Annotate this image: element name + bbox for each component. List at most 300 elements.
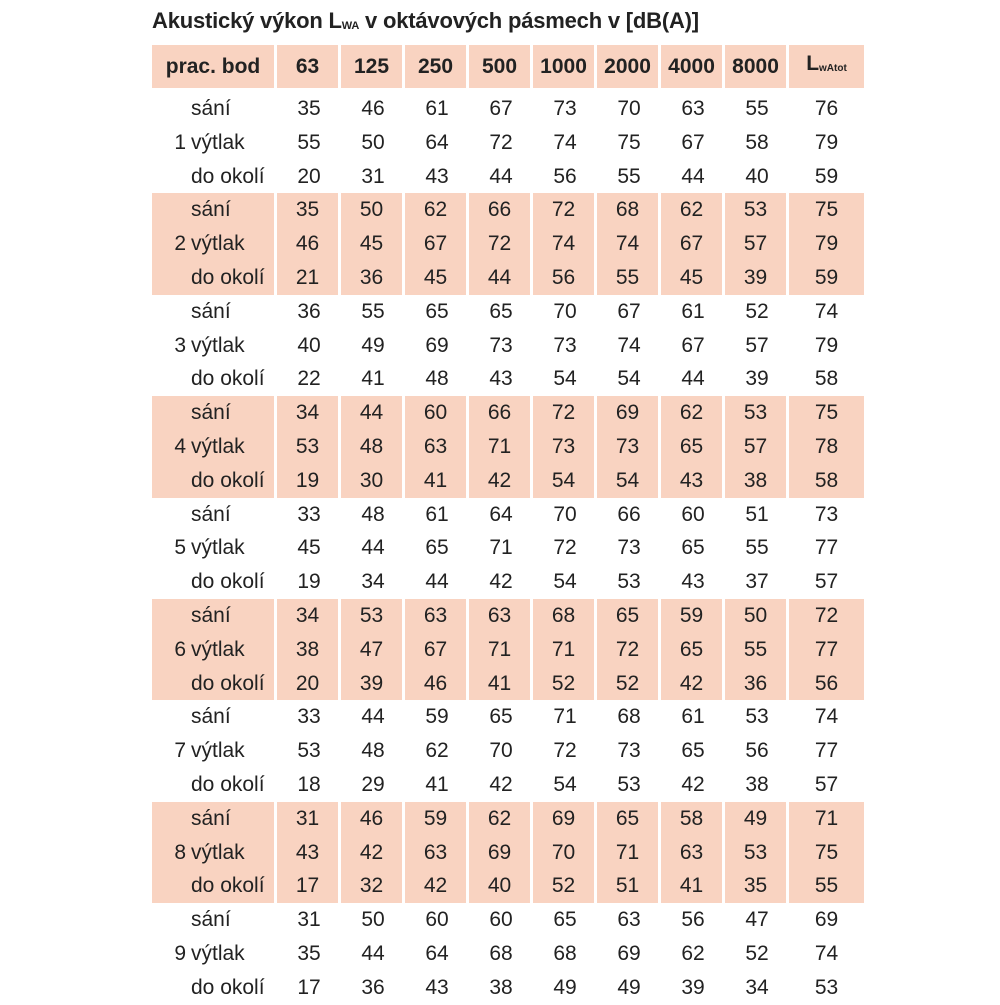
band-value-cell: 43: [681, 570, 705, 594]
band-value-cell: 50: [725, 599, 789, 633]
band-value-cell: 41: [405, 464, 469, 498]
band-value-cell: 65: [553, 908, 577, 932]
band-value-cell: 53: [617, 570, 641, 594]
band-value-cell: 38: [489, 975, 513, 999]
table-row: [152, 193, 864, 227]
band-value-cell: 66: [469, 396, 533, 430]
sound-power-table: [152, 45, 864, 1005]
operating-point-number: [152, 667, 189, 701]
table-row: [152, 464, 864, 498]
band-value-cell: 74: [597, 227, 661, 261]
total-value-cell: 74: [814, 299, 839, 323]
band-value-cell: 53: [617, 772, 641, 796]
header-row: [152, 45, 864, 92]
band-value-cell: 42: [489, 772, 513, 796]
band-value-cell: 43: [277, 836, 341, 870]
band-value-cell: 42: [405, 869, 469, 903]
band-value-cell: 44: [361, 705, 385, 729]
band-value-cell: 53: [277, 430, 341, 464]
band-value-cell: 72: [553, 739, 577, 763]
table-row: [152, 836, 864, 870]
band-value-cell: 42: [661, 667, 725, 701]
operating-point-number: 2: [152, 227, 189, 261]
band-value-cell: 65: [425, 536, 449, 560]
band-value-cell: 58: [745, 130, 769, 154]
band-value-cell: 64: [425, 941, 449, 965]
band-value-cell: 55: [725, 633, 789, 667]
band-value-cell: 44: [361, 941, 385, 965]
band-value-cell: 43: [661, 464, 725, 498]
band-value-cell: 39: [745, 367, 769, 391]
table-row: [152, 869, 864, 903]
header-total-main: L: [806, 52, 820, 75]
table-row: [152, 531, 864, 565]
band-value-cell: 68: [553, 941, 577, 965]
band-value-cell: 57: [725, 227, 789, 261]
table-row: [152, 261, 864, 295]
band-value-cell: 68: [533, 599, 597, 633]
operating-point-number: 9: [174, 941, 186, 965]
band-value-cell: 42: [681, 772, 705, 796]
total-value-cell: 58: [814, 367, 839, 391]
band-value-cell: 71: [469, 430, 533, 464]
total-value-cell: 55: [789, 869, 864, 903]
band-value-cell: 51: [745, 502, 769, 526]
band-value-cell: 48: [341, 430, 405, 464]
band-value-cell: 65: [681, 536, 705, 560]
band-value-cell: 69: [469, 836, 533, 870]
total-value-cell: 79: [814, 130, 839, 154]
band-value-cell: 45: [661, 261, 725, 295]
table-row: [152, 734, 864, 768]
band-value-cell: 71: [489, 536, 513, 560]
band-value-cell: 73: [597, 430, 661, 464]
band-value-cell: 39: [725, 261, 789, 295]
band-value-cell: 33: [297, 705, 321, 729]
band-value-cell: 50: [361, 130, 385, 154]
band-value-cell: 52: [745, 941, 769, 965]
row-label: sání: [189, 599, 277, 633]
band-value-cell: 35: [277, 193, 341, 227]
table-row: [152, 295, 864, 329]
band-value-cell: 34: [361, 570, 385, 594]
total-value-cell: 78: [789, 430, 864, 464]
band-value-cell: 54: [553, 367, 577, 391]
title-text: Akustický výkon L: [152, 8, 342, 33]
operating-point-number: [152, 261, 189, 295]
band-value-cell: 72: [533, 396, 597, 430]
operating-point-number: 3: [174, 333, 186, 357]
band-value-cell: 55: [597, 261, 661, 295]
total-value-cell: 71: [789, 802, 864, 836]
band-value-cell: 53: [725, 396, 789, 430]
operating-point-number: [152, 464, 189, 498]
band-value-cell: 61: [425, 97, 449, 120]
operating-point-number: 5: [174, 536, 186, 560]
band-value-cell: 68: [597, 193, 661, 227]
total-value-cell: 75: [789, 193, 864, 227]
band-value-cell: 71: [533, 633, 597, 667]
band-value-cell: 38: [277, 633, 341, 667]
row-label: do okolí: [189, 261, 277, 295]
band-value-cell: 67: [617, 299, 641, 323]
table-row: [152, 160, 864, 194]
operating-point-number: [152, 362, 189, 396]
row-label: sání: [191, 705, 231, 729]
total-value-cell: 72: [789, 599, 864, 633]
table-row: [152, 498, 864, 532]
band-value-cell: 58: [661, 802, 725, 836]
table-row: [152, 633, 864, 667]
band-value-cell: 29: [361, 772, 385, 796]
band-value-cell: 57: [745, 333, 769, 357]
band-value-cell: 48: [361, 502, 385, 526]
row-label: sání: [189, 802, 277, 836]
band-value-cell: 44: [341, 396, 405, 430]
row-label: do okolí: [191, 367, 265, 391]
band-value-cell: 20: [277, 667, 341, 701]
row-label: do okolí: [191, 772, 265, 796]
operating-point-number: [152, 565, 189, 599]
band-value-cell: 36: [341, 261, 405, 295]
band-value-cell: 63: [617, 908, 641, 932]
band-value-cell: 39: [341, 667, 405, 701]
total-value-cell: 56: [789, 667, 864, 701]
band-value-cell: 44: [681, 367, 705, 391]
band-value-cell: 41: [661, 869, 725, 903]
row-label: sání: [191, 502, 231, 526]
band-value-cell: 74: [553, 130, 577, 154]
band-value-cell: 64: [489, 502, 513, 526]
band-value-cell: 69: [597, 396, 661, 430]
band-value-cell: 55: [297, 130, 321, 154]
row-label: výtlak: [189, 430, 277, 464]
total-value-cell: 59: [814, 164, 839, 188]
total-value-cell: 77: [789, 633, 864, 667]
band-value-cell: 56: [681, 908, 705, 932]
operating-point-number: [152, 92, 189, 126]
operating-point-number: [152, 802, 189, 836]
band-value-cell: 70: [533, 836, 597, 870]
table-row: [152, 700, 864, 734]
band-value-cell: 43: [489, 367, 513, 391]
band-value-cell: 45: [341, 227, 405, 261]
band-value-cell: 48: [361, 739, 385, 763]
band-value-cell: 54: [553, 570, 577, 594]
row-label: do okolí: [191, 570, 265, 594]
band-value-cell: 44: [425, 570, 449, 594]
band-value-cell: 70: [489, 739, 513, 763]
band-value-cell: 54: [617, 367, 641, 391]
header-band-2000: 2000: [597, 45, 661, 92]
band-value-cell: 72: [469, 227, 533, 261]
band-value-cell: 45: [297, 536, 321, 560]
band-value-cell: 69: [425, 333, 449, 357]
band-value-cell: 49: [361, 333, 385, 357]
band-value-cell: 70: [617, 97, 641, 120]
band-value-cell: 30: [341, 464, 405, 498]
operating-point-number: [152, 295, 189, 329]
band-value-cell: 63: [405, 430, 469, 464]
band-value-cell: 31: [361, 164, 385, 188]
row-label: výtlak: [189, 633, 277, 667]
operating-point-number: 8: [152, 836, 189, 870]
row-label: do okolí: [191, 164, 265, 188]
row-label: výtlak: [191, 739, 245, 763]
operating-point-number: 7: [174, 739, 186, 763]
band-value-cell: 61: [425, 502, 449, 526]
band-value-cell: 38: [745, 772, 769, 796]
band-value-cell: 22: [297, 367, 321, 391]
band-value-cell: 38: [725, 464, 789, 498]
band-value-cell: 33: [297, 502, 321, 526]
band-value-cell: 53: [297, 739, 321, 763]
band-value-cell: 52: [533, 667, 597, 701]
operating-point-number: [152, 599, 189, 633]
band-value-cell: 50: [341, 193, 405, 227]
band-value-cell: 73: [533, 430, 597, 464]
total-value-cell: 79: [814, 333, 839, 357]
band-value-cell: 19: [277, 464, 341, 498]
band-value-cell: 17: [297, 975, 321, 999]
total-value-cell: 57: [814, 570, 839, 594]
operating-point-number: [152, 498, 189, 532]
band-value-cell: 55: [617, 164, 641, 188]
band-value-cell: 41: [361, 367, 385, 391]
band-value-cell: 41: [469, 667, 533, 701]
band-value-cell: 66: [469, 193, 533, 227]
band-value-cell: 49: [725, 802, 789, 836]
band-value-cell: 35: [297, 97, 321, 120]
operating-point-number: [152, 396, 189, 430]
band-value-cell: 50: [361, 908, 385, 932]
band-value-cell: 53: [725, 836, 789, 870]
total-value-cell: 57: [814, 772, 839, 796]
band-value-cell: 56: [553, 164, 577, 188]
band-value-cell: 40: [469, 869, 533, 903]
band-value-cell: 62: [661, 396, 725, 430]
operating-point-number: 6: [152, 633, 189, 667]
band-value-cell: 65: [489, 299, 513, 323]
band-value-cell: 39: [681, 975, 705, 999]
table-row: [152, 971, 864, 1005]
band-value-cell: 62: [661, 193, 725, 227]
band-value-cell: 40: [297, 333, 321, 357]
total-value-cell: 58: [789, 464, 864, 498]
band-value-cell: 70: [553, 299, 577, 323]
title-text-rest: v oktávových pásmech v [dB(A)]: [359, 8, 699, 33]
band-value-cell: 43: [425, 164, 449, 188]
band-value-cell: 62: [681, 941, 705, 965]
header-band-125: 125: [341, 45, 405, 92]
header-band-63: 63: [277, 45, 341, 92]
band-value-cell: 65: [597, 599, 661, 633]
band-value-cell: 52: [597, 667, 661, 701]
row-label: výtlak: [191, 333, 245, 357]
band-value-cell: 65: [597, 802, 661, 836]
band-value-cell: 62: [425, 739, 449, 763]
operating-point-number: [152, 193, 189, 227]
row-label: do okolí: [189, 464, 277, 498]
total-value-cell: 77: [814, 536, 839, 560]
table-body: [152, 92, 864, 1005]
band-value-cell: 69: [617, 941, 641, 965]
band-value-cell: 65: [425, 299, 449, 323]
band-value-cell: 61: [681, 705, 705, 729]
band-value-cell: 63: [469, 599, 533, 633]
band-value-cell: 66: [617, 502, 641, 526]
band-value-cell: 44: [489, 164, 513, 188]
band-value-cell: 31: [297, 908, 321, 932]
band-value-cell: 36: [361, 975, 385, 999]
operating-point-number: [152, 700, 189, 734]
band-value-cell: 71: [597, 836, 661, 870]
total-value-cell: 77: [814, 739, 839, 763]
total-value-cell: 79: [789, 227, 864, 261]
band-value-cell: 56: [745, 739, 769, 763]
band-value-cell: 34: [745, 975, 769, 999]
header-operating-point: prac. bod: [152, 45, 277, 92]
band-value-cell: 47: [745, 908, 769, 932]
total-value-cell: 74: [814, 705, 839, 729]
row-label: do okolí: [189, 869, 277, 903]
table-row: [152, 599, 864, 633]
band-value-cell: 65: [681, 739, 705, 763]
band-value-cell: 61: [681, 299, 705, 323]
operating-point-number: [152, 869, 189, 903]
band-value-cell: 36: [725, 667, 789, 701]
band-value-cell: 46: [341, 802, 405, 836]
band-value-cell: 60: [425, 908, 449, 932]
band-value-cell: 63: [681, 97, 705, 120]
band-value-cell: 67: [661, 227, 725, 261]
band-value-cell: 62: [405, 193, 469, 227]
band-value-cell: 60: [681, 502, 705, 526]
band-value-cell: 42: [489, 570, 513, 594]
table-row: [152, 329, 864, 363]
table-row: [152, 227, 864, 261]
band-value-cell: 34: [277, 599, 341, 633]
row-label: sání: [191, 97, 231, 120]
row-label: výtlak: [191, 130, 245, 154]
band-value-cell: 44: [469, 261, 533, 295]
band-value-cell: 64: [425, 130, 449, 154]
band-value-cell: 18: [297, 772, 321, 796]
row-label: výtlak: [191, 536, 245, 560]
band-value-cell: 68: [617, 705, 641, 729]
band-value-cell: 54: [553, 772, 577, 796]
table-row: [152, 667, 864, 701]
band-value-cell: 54: [597, 464, 661, 498]
band-value-cell: 71: [553, 705, 577, 729]
band-value-cell: 72: [597, 633, 661, 667]
band-value-cell: 74: [533, 227, 597, 261]
header-total-sub: wAtot: [819, 63, 847, 74]
band-value-cell: 69: [533, 802, 597, 836]
row-label: sání: [189, 193, 277, 227]
total-value-cell: 74: [814, 941, 839, 965]
band-value-cell: 51: [597, 869, 661, 903]
band-value-cell: 75: [617, 130, 641, 154]
row-label: výtlak: [189, 836, 277, 870]
band-value-cell: 73: [553, 97, 577, 120]
table-title: [152, 8, 699, 34]
row-label: do okolí: [191, 975, 265, 999]
band-value-cell: 60: [405, 396, 469, 430]
band-value-cell: 19: [297, 570, 321, 594]
total-value-cell: 69: [814, 908, 839, 932]
band-value-cell: 63: [405, 599, 469, 633]
band-value-cell: 65: [661, 633, 725, 667]
band-value-cell: 31: [277, 802, 341, 836]
table-row: [152, 768, 864, 802]
band-value-cell: 49: [617, 975, 641, 999]
band-value-cell: 44: [681, 164, 705, 188]
header-band-500: 500: [469, 45, 533, 92]
total-value-cell: 53: [814, 975, 839, 999]
band-value-cell: 68: [489, 941, 513, 965]
band-value-cell: 67: [405, 633, 469, 667]
table-row: [152, 430, 864, 464]
total-value-cell: 75: [789, 396, 864, 430]
band-value-cell: 74: [617, 333, 641, 357]
table-row: [152, 92, 864, 126]
operating-point-number: 1: [174, 130, 186, 154]
band-value-cell: 63: [405, 836, 469, 870]
row-label: do okolí: [189, 667, 277, 701]
band-value-cell: 57: [725, 430, 789, 464]
band-value-cell: 52: [533, 869, 597, 903]
band-value-cell: 72: [489, 130, 513, 154]
band-value-cell: 53: [341, 599, 405, 633]
band-value-cell: 53: [725, 193, 789, 227]
band-value-cell: 72: [533, 193, 597, 227]
band-value-cell: 71: [469, 633, 533, 667]
row-label: sání: [191, 908, 231, 932]
table-row: [152, 396, 864, 430]
operating-point-number: [152, 903, 189, 937]
band-value-cell: 67: [405, 227, 469, 261]
row-label: výtlak: [189, 227, 277, 261]
band-value-cell: 35: [297, 941, 321, 965]
total-value-cell: 76: [814, 97, 839, 120]
band-value-cell: 40: [745, 164, 769, 188]
band-value-cell: 36: [297, 299, 321, 323]
band-value-cell: 63: [661, 836, 725, 870]
table-row: [152, 565, 864, 599]
total-value-cell: 59: [789, 261, 864, 295]
table-row: [152, 126, 864, 160]
band-value-cell: 41: [425, 772, 449, 796]
band-value-cell: 62: [469, 802, 533, 836]
band-value-cell: 72: [553, 536, 577, 560]
band-value-cell: 45: [405, 261, 469, 295]
band-value-cell: 55: [745, 536, 769, 560]
band-value-cell: 67: [489, 97, 513, 120]
operating-point-number: [152, 971, 189, 1005]
band-value-cell: 60: [489, 908, 513, 932]
band-value-cell: 37: [745, 570, 769, 594]
band-value-cell: 44: [361, 536, 385, 560]
band-value-cell: 55: [361, 299, 385, 323]
title-subscript: WA: [341, 20, 360, 32]
band-value-cell: 49: [553, 975, 577, 999]
band-value-cell: 56: [533, 261, 597, 295]
band-value-cell: 67: [681, 333, 705, 357]
band-value-cell: 54: [533, 464, 597, 498]
header-band-250: 250: [405, 45, 469, 92]
band-value-cell: 46: [405, 667, 469, 701]
